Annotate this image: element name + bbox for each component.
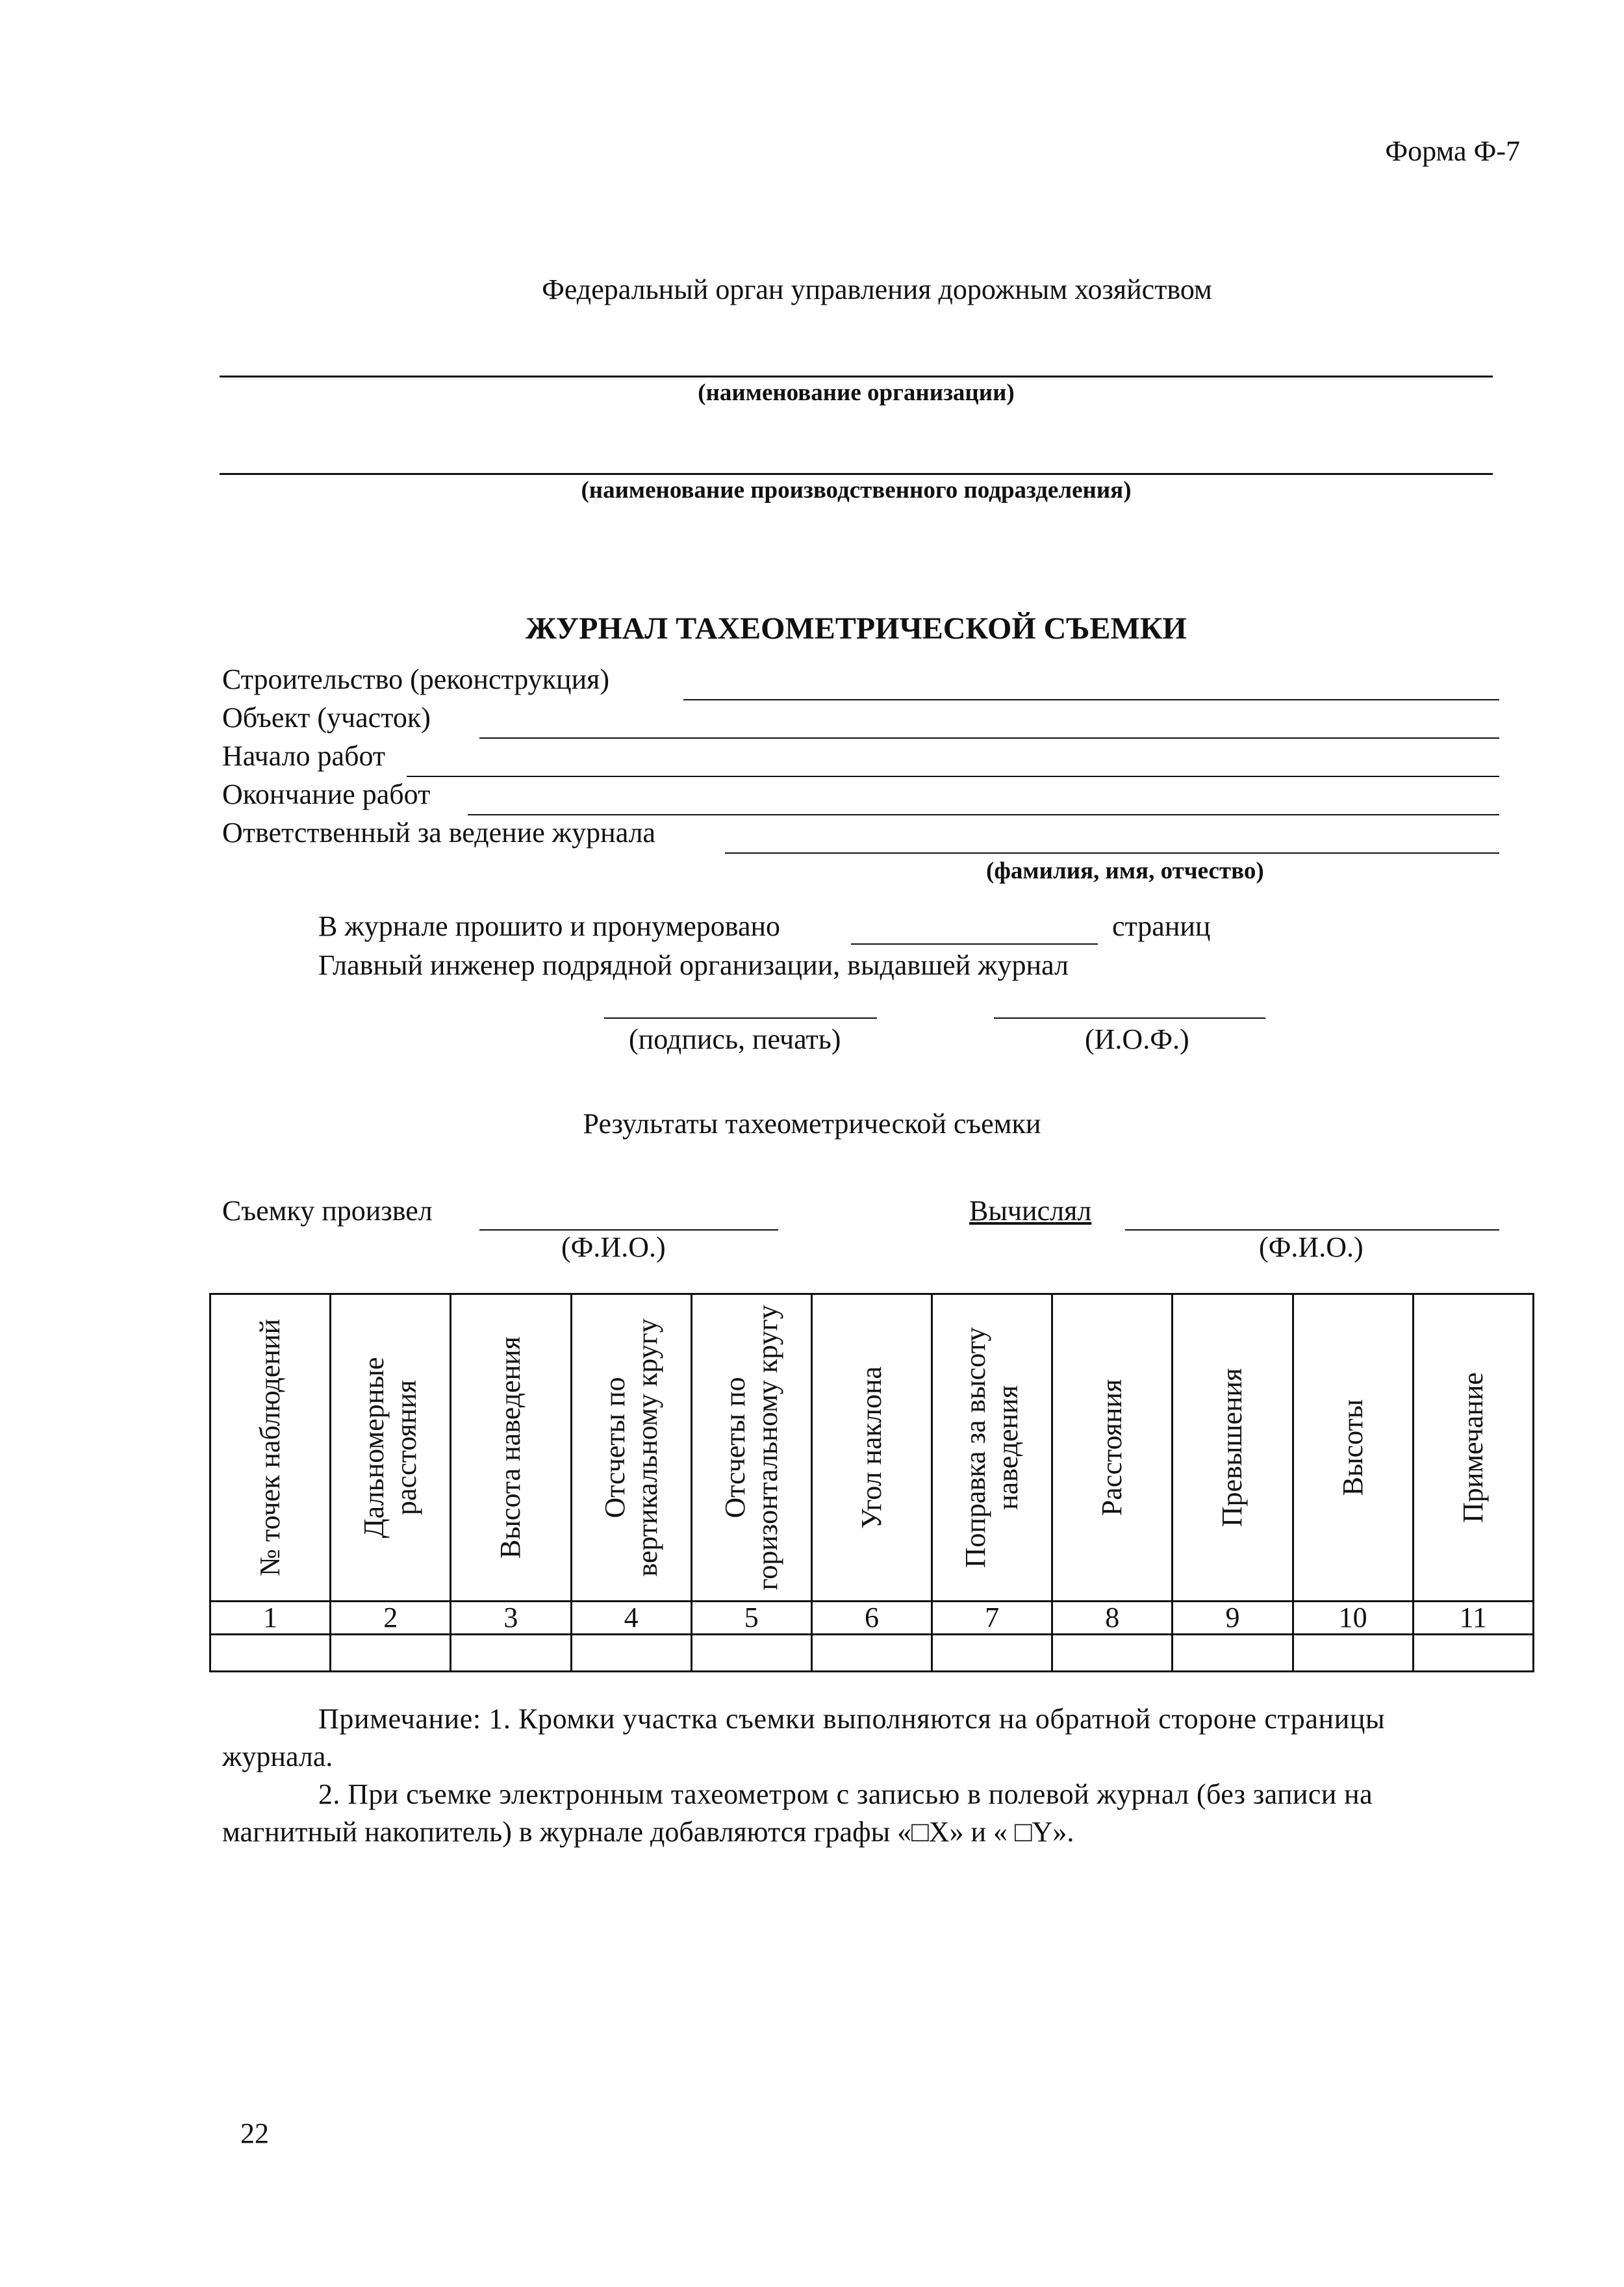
results-title: Результаты тахеометрической съемки: [583, 1108, 1041, 1140]
signature-caption: (подпись, печать): [629, 1023, 841, 1055]
start-label: Начало работ: [222, 740, 386, 772]
start-line: [407, 776, 1499, 777]
table-cell: [571, 1635, 691, 1672]
table-cell: [1052, 1635, 1173, 1672]
organization-line: [220, 376, 1493, 377]
surveyed-by-label: Съемку произвел: [222, 1195, 433, 1227]
header-cell: [210, 1294, 331, 1602]
agency-name: Федеральный орган управления дорожным хозяйством: [542, 274, 1212, 305]
binding-line1-b: страниц: [1112, 910, 1211, 942]
computed-by-caption: (Ф.И.О.): [1259, 1231, 1364, 1263]
binding-line2: Главный инженер подрядной организации, выдавшей журнал: [318, 949, 1069, 981]
table-cell: [1413, 1635, 1533, 1672]
column-number: 9: [1173, 1602, 1293, 1635]
column-number: 11: [1413, 1602, 1533, 1635]
note-1: Примечание: 1. Кромки участка съемки выполняются на обратной стороне страницы: [318, 1703, 1386, 1735]
column-number: 8: [1052, 1602, 1173, 1635]
column-number: 4: [571, 1602, 691, 1635]
responsible-label: Ответственный за ведение журнала: [222, 817, 656, 849]
column-number: 3: [451, 1602, 571, 1635]
header-cell: [451, 1294, 571, 1602]
organization-caption: (наименование организации): [698, 379, 1015, 406]
header-horizontal-readings: Отсчеты по горизонтальному кругу: [718, 1305, 783, 1591]
column-number: 1: [210, 1602, 331, 1635]
header-note: Примечание: [1456, 1372, 1489, 1523]
header-sighting-height: Высота наведения: [494, 1336, 527, 1559]
column-number: 7: [932, 1602, 1052, 1635]
table-cell: [932, 1635, 1052, 1672]
division-line: [220, 473, 1493, 475]
table-cell: [451, 1635, 571, 1672]
table-cell: [331, 1635, 451, 1672]
table-header-row: [210, 1294, 1534, 1602]
table-cell: [210, 1635, 331, 1672]
header-heights: Высоты: [1336, 1399, 1369, 1496]
header-cell: [571, 1294, 691, 1602]
signature-line: [604, 1017, 877, 1019]
note-2-continued: магнитный накопитель) в журнале добавляются графы «□X» и « □Y».: [222, 1816, 1074, 1848]
header-distances: Расстояния: [1096, 1379, 1128, 1516]
header-cell: [1173, 1294, 1293, 1602]
survey-results-table: [209, 1293, 1534, 1672]
header-cell: [691, 1294, 811, 1602]
header-rangefinder-distances: Дальномерные расстояния: [358, 1357, 423, 1539]
computed-by-label: Вычислял: [969, 1195, 1092, 1227]
table-cell: [1293, 1635, 1413, 1672]
pages-count-line: [851, 943, 1098, 945]
page-title: ЖУРНАЛ ТАХЕОМЕТРИЧЕСКОЙ СЪЕМКИ: [526, 611, 1187, 646]
form-code: Форма Ф-7: [1385, 135, 1520, 167]
page-number: 22: [240, 2117, 269, 2149]
table-number-row: [210, 1602, 1534, 1635]
construction-label: Строительство (реконструкция): [222, 663, 610, 695]
header-elevation-differences: Превышения: [1216, 1368, 1249, 1527]
header-cell: [331, 1294, 451, 1602]
table-cell: [811, 1635, 932, 1672]
header-vertical-readings: Отсчеты по вертикальному кругу: [598, 1318, 663, 1577]
responsible-caption: (фамилия, имя, отчество): [986, 858, 1264, 884]
column-number: 6: [811, 1602, 932, 1635]
header-slope-angle: Угол наклона: [855, 1366, 887, 1529]
column-number: 10: [1293, 1602, 1413, 1635]
header-cell: [1052, 1294, 1173, 1602]
column-number: 2: [331, 1602, 451, 1635]
note-2: 2. При съемке электронным тахеометром с записью в полевой журнал (без записи на: [318, 1778, 1373, 1810]
header-height-correction: Поправка за высоту наведения: [959, 1327, 1024, 1568]
table-cell: [691, 1635, 811, 1672]
object-line: [479, 737, 1499, 739]
surveyed-by-caption: (Ф.И.О.): [561, 1231, 666, 1263]
division-caption: (наименование производственного подразделения): [581, 477, 1132, 504]
responsible-line: [725, 852, 1499, 854]
end-label: Окончание работ: [222, 778, 431, 810]
binding-line1-a: В журнале прошито и пронумеровано: [318, 910, 781, 942]
header-cell: [1293, 1294, 1413, 1602]
object-label: Объект (участок): [222, 702, 431, 734]
header-points: № точек наблюдений: [254, 1318, 286, 1577]
header-cell: [811, 1294, 932, 1602]
initials-line: [994, 1017, 1265, 1019]
construction-line: [683, 699, 1499, 700]
initials-caption: (И.О.Ф.): [1085, 1023, 1189, 1055]
table-row: [210, 1635, 1534, 1672]
header-cell: [932, 1294, 1052, 1602]
column-number: 5: [691, 1602, 811, 1635]
header-cell: [1413, 1294, 1533, 1602]
note-1-continued: журнала.: [222, 1741, 333, 1772]
table-cell: [1173, 1635, 1293, 1672]
